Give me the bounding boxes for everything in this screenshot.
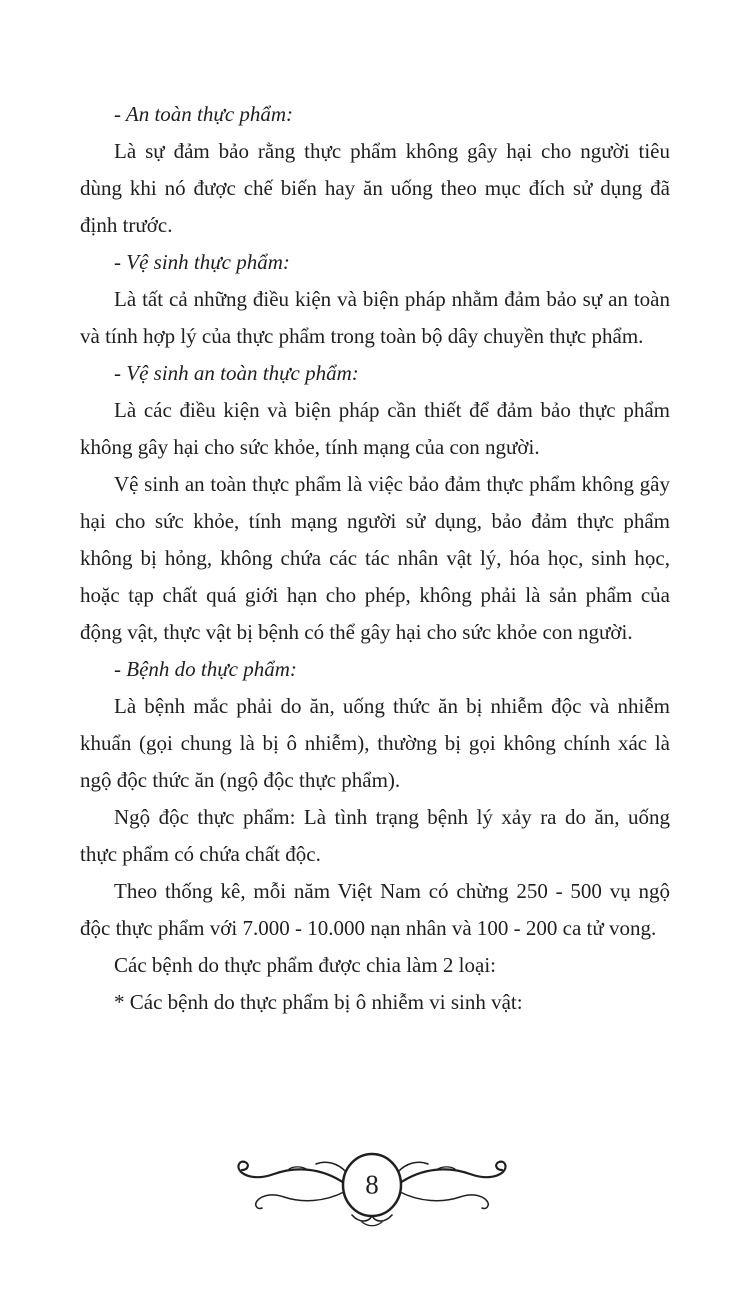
heading-food-hygiene-safety: - Vệ sinh an toàn thực phẩm: (114, 361, 359, 385)
paragraph: Ngộ độc thực phẩm: Là tình trạng bệnh lý xảy ra do ăn, uống thực phẩm có chứa chất độc. (80, 805, 670, 866)
paragraph: Là tất cả những điều kiện và biện pháp nhằm đảm bảo sự an toàn và tính hợp lý của thực phẩm trong toàn bộ dây chuyền thực phẩm. (80, 287, 670, 348)
heading-food-safety: - An toàn thực phẩm: (114, 102, 294, 126)
paragraph: Là các điều kiện và biện pháp cần thiết để đảm bảo thực phẩm không gây hại cho sức khỏe, tính mạng của con người. (80, 398, 670, 459)
footer-ornament (212, 1142, 532, 1234)
paragraph: * Các bệnh do thực phẩm bị ô nhiễm vi sinh vật: (114, 990, 523, 1014)
flourish-right-icon (398, 1162, 506, 1209)
heading-foodborne-disease: - Bệnh do thực phẩm: (114, 657, 297, 681)
paragraph: Là sự đảm bảo rằng thực phẩm không gây hại cho người tiêu dùng khi nó được chế biến hay ăn uống theo mục đích sử dụng đã định trước. (80, 139, 670, 237)
heading-food-hygiene: - Vệ sinh thực phẩm: (114, 250, 290, 274)
page-number: 8 (365, 1169, 379, 1200)
paragraph: Các bệnh do thực phẩm được chia làm 2 loại: (114, 953, 497, 977)
page-text-block (80, 96, 670, 1021)
paragraph: Theo thống kê, mỗi năm Việt Nam có chừng 250 - 500 vụ ngộ độc thực phẩm với 7.000 - 10.000 nạn nhân và 100 - 200 ca tử vong. (80, 879, 670, 940)
paragraph: Vệ sinh an toàn thực phẩm là việc bảo đảm thực phẩm không gây hại cho sức khỏe, tính mạng người sử dụng, bảo đảm thực phẩm không bị hỏng, không chứa các tác nhân vật lý, hóa học, sinh học, hoặc tạp chất quá giới hạn cho phép, không phải là sản phẩm của động vật, thực vật bị bệnh có thể gây hại cho sức khỏe con người. (80, 472, 670, 644)
flourish-left-icon (238, 1162, 346, 1209)
page-footer (0, 1142, 744, 1234)
paragraph: Là bệnh mắc phải do ăn, uống thức ăn bị nhiễm độc và nhiễm khuẩn (gọi chung là bị ô nhiễm), thường bị gọi không chính xác là ngộ độc thức ăn (ngộ độc thực phẩm). (80, 694, 670, 792)
